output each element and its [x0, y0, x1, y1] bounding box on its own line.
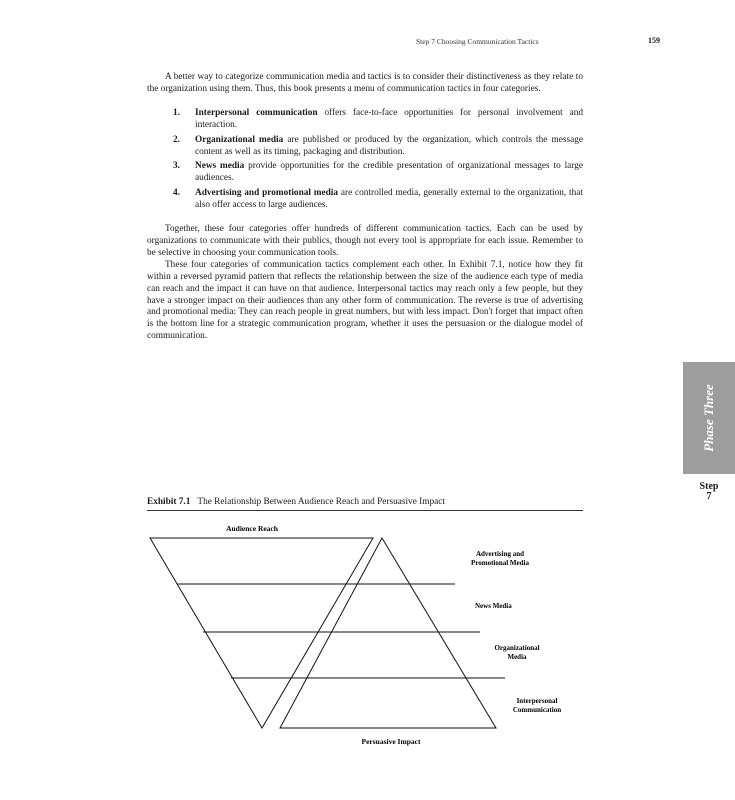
- list-item-number: 4.: [173, 188, 180, 199]
- phase-tab: [683, 362, 735, 474]
- level-label-interpersonal-line1: Interpersonal: [516, 697, 558, 705]
- step-number: 7: [706, 491, 712, 502]
- list-item: [173, 134, 583, 159]
- paragraph-together: Together, these four categories offer hundreds of different communication tactics. Each can be used by organizations to communicate with their publics, though not every tool is appropriate for each issue. Remember to be selective in choosing your communication tools.: [147, 224, 583, 258]
- running-head: Step 7 Choosing Communication Tactics: [416, 37, 539, 46]
- exhibit-title: The Relationship Between Audience Reach and Persuasive Impact: [197, 497, 445, 507]
- level-label-news: News Media: [475, 602, 512, 610]
- list-item-term: Organizational media: [195, 134, 284, 145]
- persuasive-impact-label: Persuasive Impact: [361, 737, 421, 746]
- step-marker: [683, 482, 735, 502]
- step-word: Step: [699, 481, 719, 492]
- pyramid-svg: [145, 520, 585, 750]
- exhibit-label: Exhibit 7.1: [147, 497, 191, 507]
- level-label-advertising-line2: Promotional Media: [470, 559, 530, 567]
- list-item-number: 1.: [173, 107, 180, 118]
- list-item-term: News media: [195, 161, 245, 172]
- level-label-organizational-line1: Organizational: [494, 644, 540, 652]
- level-label-advertising-line1: Advertising and: [475, 550, 525, 558]
- list-item-description: provide opportunities for the credible presentation of organizational messages to large audiences.: [195, 161, 583, 184]
- list-item-term: Advertising and promotional media: [195, 188, 339, 199]
- list-item: [173, 188, 583, 212]
- list-item-term: Interpersonal communication: [195, 107, 318, 118]
- phase-label: Phase Three: [701, 384, 716, 452]
- list-item: [173, 107, 584, 132]
- paragraph-pyramid: These four categories of communication tactics complement each other. In Exhibit 7.1, notice how they fit within a reversed pyramid pattern that reflects the relationship between the size of the audience each type of media can reach and the impact it can have on that audience. Interpersonal tactics may reach only a few people, but they have a stronger impact on their audiences than any other form of communication. The reverse is true of advertising and promotional media: They can reach people in great numbers, but with less impact. Don't forget that impact often is the bottom line for a strategic communication program, whether it uses the persuasion or the dialogue model of communication.: [147, 259, 583, 342]
- level-label-organizational-line2: Media: [507, 653, 527, 661]
- list-item-description: are controlled media, generally external to the organization, that also offer access to large audiences.: [195, 188, 583, 211]
- persuasive-impact-triangle: [280, 538, 496, 728]
- pyramid-diagram: [145, 520, 585, 755]
- list-item-description: offers face-to-face opportunities for personal involvement and interaction.: [195, 107, 584, 130]
- level-label-interpersonal-line2: Communication: [512, 706, 562, 714]
- exhibit-caption: [147, 497, 583, 511]
- body-text: [147, 72, 583, 343]
- page-number: 159: [648, 36, 660, 45]
- list-item-description: are published or produced by the organization, which controls the message content as well as its timing, packaging and distribution.: [195, 134, 583, 157]
- list-item-number: 3.: [173, 161, 180, 172]
- intro-paragraph: A better way to categorize communication media and tactics is to consider their distinctiveness as they relate to the organization using them. Thus, this book presents a menu of communication tactics in four categories.: [147, 72, 583, 94]
- list-item: [173, 161, 583, 185]
- list-item-number: 2.: [173, 134, 180, 145]
- audience-reach-label: Audience Reach: [226, 524, 278, 533]
- audience-reach-triangle: [150, 538, 373, 728]
- category-list: [147, 108, 583, 212]
